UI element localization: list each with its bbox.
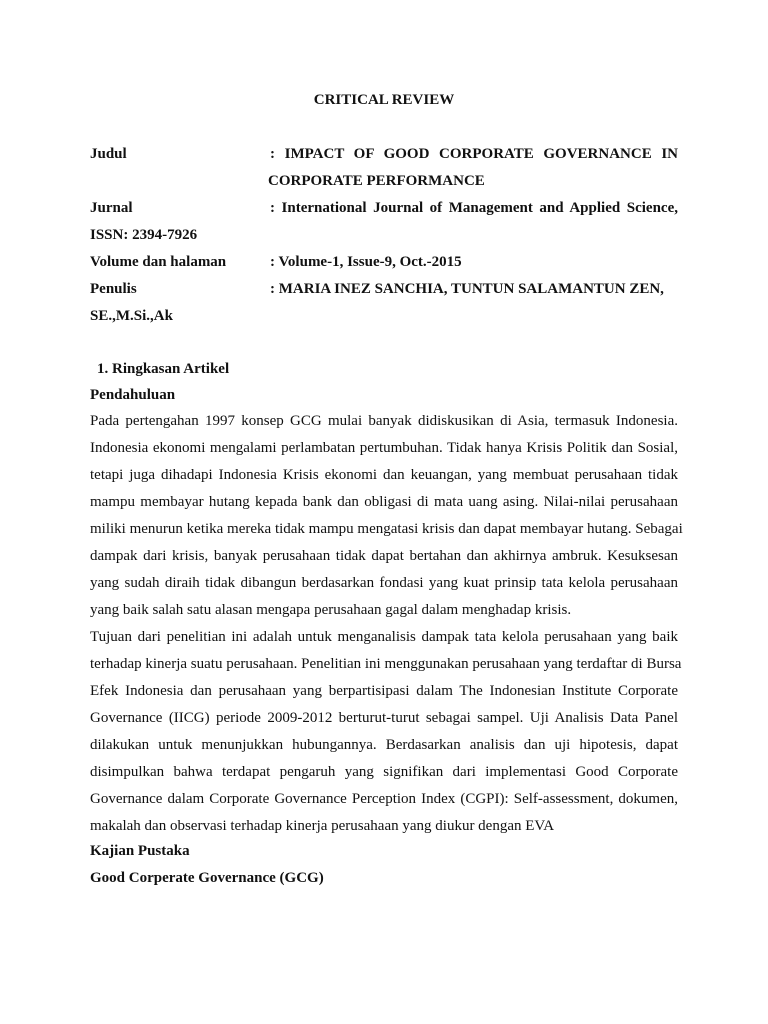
text-line: mampu membayar hutang kepada bank dan obligasi di mata uang asing. Nilai-nilai perusahaan <box>90 494 678 510</box>
paragraph-pendahuluan-1 <box>90 408 683 624</box>
section-heading-ringkasan: 1. Ringkasan Artikel <box>97 361 230 377</box>
text-line: tetapi juga dihadapi Indonesia Krisis ekonomi dan keuangan, yang membuat perusahaan tidak <box>90 467 678 483</box>
text-line: Indonesia ekonomi mengalami perlambatan pertumbuhan. Tidak hanya Krisis Politik dan Sosial, <box>90 440 678 456</box>
heading-pendahuluan: Pendahuluan <box>90 387 176 403</box>
text-line: Efek Indonesia dan perusahaan yang berpartisipasi dalam The Indonesian Institute Corporate <box>90 683 678 699</box>
text-line: Tujuan dari penelitian ini adalah untuk menganalisis dampak tata kelola perusahaan yang baik <box>90 629 678 645</box>
judul-label: Judul <box>90 146 127 162</box>
penulis-label: Penulis <box>90 281 137 297</box>
issn-line: ISSN: 2394-7926 <box>90 227 198 243</box>
text-line: Pada pertengahan 1997 konsep GCG mulai banyak didiskusikan di Asia, termasuk Indonesia. <box>90 413 678 429</box>
penulis-line2: SE.,M.Si.,Ak <box>90 308 173 324</box>
volume-label: Volume dan halaman <box>90 254 227 270</box>
text-line: dampak dari krisis, banyak perusahaan tidak dapat bertahan dan akhirnya ambruk. Kesuksesan <box>90 548 678 564</box>
text-line: terhadap kinerja suatu perusahaan. Penelitian ini menggunakan perusahaan yang terdaftar di Bursa <box>90 656 682 672</box>
jurnal-label: Jurnal <box>90 200 133 216</box>
document-title: CRITICAL REVIEW <box>313 92 455 108</box>
paragraph-pendahuluan-2 <box>90 624 682 840</box>
text-line: Governance (IICG) periode 2009-2012 berturut-turut sebagai sampel. Uji Analisis Data Panel <box>90 710 678 726</box>
text-line: dilakukan untuk menunjukkan hubungannya. Berdasarkan analisis dan uji hipotesis, dapat <box>90 737 678 753</box>
text-line: Governance dalam Corporate Governance Perception Index (CGPI): Self-assessment, dokumen, <box>90 791 678 807</box>
text-line: disimpulkan bahwa terdapat pengaruh yang signifikan dari implementasi Good Corporate <box>90 764 678 780</box>
text-line: miliki menurun ketika mereka tidak mampu mengatasi krisis dan dapat membayar hutang. Sebagai <box>90 521 683 537</box>
heading-kajian-pustaka: Kajian Pustaka <box>90 843 190 859</box>
text-line: makalah dan observasi terhadap kinerja perusahaan yang diukur dengan EVA <box>90 818 555 834</box>
penulis-value: : MARIA INEZ SANCHIA, TUNTUN SALAMANTUN ZEN, <box>270 281 664 297</box>
text-line: yang sudah diraih tidak dibangun berdasarkan fondasi yang kuat prinsip tata kelola perusahaan <box>90 575 678 591</box>
heading-gcg: Good Corperate Governance (GCG) <box>90 870 324 886</box>
judul-value-line2: CORPORATE PERFORMANCE <box>268 173 485 189</box>
judul-value: : IMPACT OF GOOD CORPORATE GOVERNANCE IN <box>270 146 678 162</box>
jurnal-value: : International Journal of Management and Applied Science, <box>270 200 678 216</box>
volume-value: : Volume-1, Issue-9, Oct.-2015 <box>270 254 462 270</box>
text-line: yang baik salah satu alasan mengapa perusahaan gagal dalam menghadap krisis. <box>90 602 572 618</box>
